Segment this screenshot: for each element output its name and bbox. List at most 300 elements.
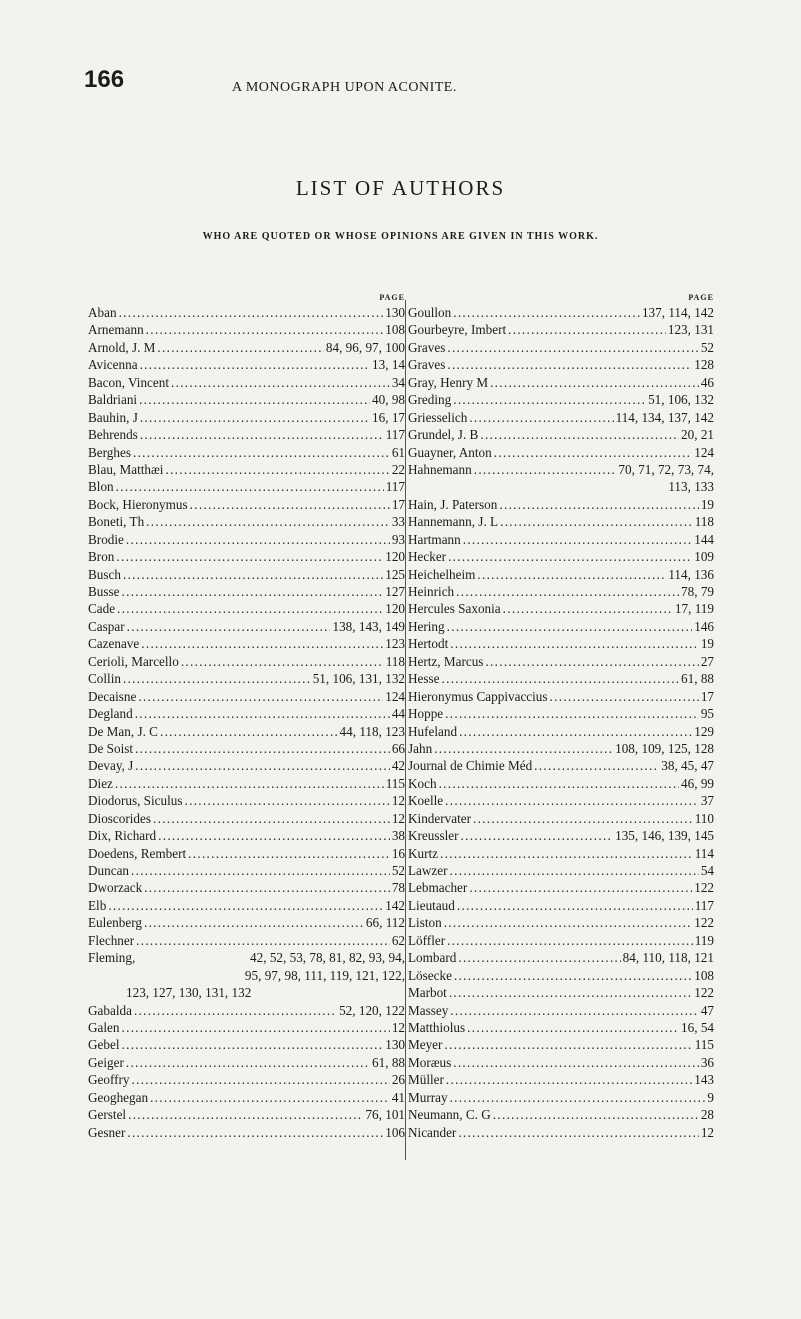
dot-leader [445, 792, 699, 809]
page-references: 12 [700, 1124, 714, 1140]
page-references: 52 [700, 339, 714, 355]
author-name: Müller [408, 1072, 444, 1088]
dot-leader [442, 670, 680, 687]
author-entry [88, 862, 405, 879]
author-name: Cade [88, 601, 116, 617]
page-references: 37 [700, 793, 714, 809]
author-entry [408, 984, 714, 1001]
dot-leader [181, 653, 384, 670]
page-references: 142 [385, 897, 405, 913]
page-references: 44 [391, 706, 405, 722]
dot-leader [453, 304, 640, 321]
dot-leader [444, 914, 693, 931]
dot-leader [534, 757, 659, 774]
dot-leader [550, 688, 699, 705]
author-entry [88, 740, 405, 757]
dot-leader [141, 635, 383, 652]
author-name: Graves [408, 357, 446, 373]
page-references: 40, 98 [372, 392, 405, 408]
page-references: 110 [694, 810, 714, 826]
dot-leader [445, 705, 699, 722]
page-references: 66 [391, 740, 405, 756]
dot-leader [444, 1036, 692, 1053]
author-name: Lösecke [408, 967, 452, 983]
dot-leader [140, 426, 384, 443]
author-entry [408, 967, 714, 984]
page-references: 137, 114, 142 [641, 305, 714, 320]
author-name: Koelle [408, 793, 444, 809]
author-name: Löffler [408, 932, 446, 948]
dot-leader [456, 583, 679, 600]
page-references: 122 [694, 985, 714, 1001]
author-name: Gabalda [88, 1002, 132, 1018]
author-name: Hieronymus Cappivaccius [408, 688, 548, 704]
page-references: 16, 17 [372, 409, 405, 425]
dot-leader [499, 496, 698, 513]
dot-leader [446, 1071, 692, 1088]
author-name: Hertz, Marcus [408, 653, 484, 669]
page-references: 130 [385, 305, 405, 320]
author-entry [408, 374, 714, 391]
author-entry [88, 757, 405, 774]
right-author-column [408, 292, 714, 1141]
author-name: Hercules Saxonia [408, 601, 501, 617]
author-name: Hartmann [408, 531, 461, 547]
dot-leader [127, 618, 331, 635]
author-entry [88, 600, 405, 617]
author-entry [88, 1036, 405, 1053]
author-entry [88, 723, 405, 740]
author-name: Liston [408, 915, 442, 931]
author-name: Gourbeyre, Imbert [408, 322, 507, 338]
author-entry [408, 775, 714, 792]
page-references: 108, 109, 125, 128 [615, 740, 714, 756]
author-name: Eulenberg [88, 915, 142, 931]
author-entry [408, 740, 714, 757]
author-entry [408, 1089, 714, 1106]
author-entry [88, 1124, 405, 1141]
author-entry [88, 461, 405, 478]
author-name: Hertodt [408, 636, 449, 652]
page-references: 119 [694, 932, 714, 948]
page-references: 26 [391, 1072, 405, 1088]
author-entry [88, 792, 405, 809]
dot-leader [165, 461, 389, 478]
entry-continuation: 113, 133 [668, 479, 714, 495]
page-references: 28 [700, 1107, 714, 1123]
dot-leader [140, 409, 370, 426]
dot-leader [146, 513, 390, 530]
page-references: 117 [385, 479, 405, 495]
page-references: 9 [707, 1089, 714, 1105]
author-name: Avicenna [88, 357, 138, 373]
page-references: 146 [694, 618, 714, 634]
page-references: 120 [385, 601, 405, 617]
author-entry [88, 583, 405, 600]
author-name: Bock, Hieronymus [88, 496, 188, 512]
author-entry [88, 932, 405, 949]
page-references: 124 [694, 444, 714, 460]
author-name: Murray [408, 1089, 448, 1105]
author-entry [408, 304, 714, 321]
dot-leader [449, 984, 692, 1001]
dot-leader [132, 1071, 390, 1088]
page-references: 114 [694, 845, 714, 861]
author-entry [408, 635, 714, 652]
author-name: Lebmacher [408, 880, 468, 896]
page-references: 114, 136 [668, 566, 714, 582]
page-references: 115 [694, 1037, 714, 1053]
page-references: 47 [700, 1002, 714, 1018]
author-entry [408, 426, 714, 443]
page-references: 12 [391, 810, 405, 826]
author-entry [88, 827, 405, 844]
dot-leader [439, 775, 679, 792]
author-entry [408, 827, 714, 844]
author-entry [88, 914, 405, 931]
author-entry [88, 1089, 405, 1106]
dot-leader [469, 409, 613, 426]
page-references: 17, 119 [674, 601, 714, 617]
dot-leader [160, 723, 338, 740]
author-name: Lieutaud [408, 897, 455, 913]
dot-leader [450, 635, 699, 652]
author-name: Decaisne [88, 688, 137, 704]
author-name: Cerioli, Marcello [88, 653, 179, 669]
page-references: 128 [694, 357, 714, 373]
dot-leader [136, 932, 390, 949]
author-name: Moræus [408, 1054, 452, 1070]
author-name: Fleming, [88, 950, 136, 966]
author-name: Jahn [408, 740, 433, 756]
entry-continuation: 95, 97, 98, 111, 119, 121, 122, [244, 967, 405, 983]
dot-leader [122, 1019, 390, 1036]
page-references: 42 [391, 758, 405, 774]
dot-leader [135, 757, 390, 774]
dot-leader [139, 391, 370, 408]
author-name: Kurtz [408, 845, 439, 861]
dot-leader [450, 1089, 706, 1106]
dot-leader [150, 1089, 390, 1106]
left-author-column [88, 292, 405, 1141]
author-name: Bauhin, J [88, 409, 138, 425]
page-references: 117 [385, 427, 405, 443]
page-references: 16 [391, 845, 405, 861]
author-name: Blon [88, 479, 114, 495]
page-references: 78, 79 [681, 584, 714, 599]
page-references: 84, 96, 97, 100 [325, 339, 405, 355]
author-name: Journal de Chimie Méd [408, 758, 533, 774]
author-entry [408, 444, 714, 461]
author-entry [408, 705, 714, 722]
author-entry [408, 513, 714, 530]
author-name: Marbot [408, 985, 447, 1001]
author-name: Busse [88, 584, 120, 599]
author-entry [408, 757, 714, 774]
dot-leader [135, 740, 390, 757]
dot-leader [144, 914, 364, 931]
page-references: 17 [391, 496, 405, 512]
author-entry [408, 1124, 714, 1141]
author-entry [88, 409, 405, 426]
dot-leader [140, 356, 370, 373]
dot-leader [459, 723, 692, 740]
page-references: 117 [694, 897, 714, 913]
author-entry [408, 723, 714, 740]
author-entry [408, 1106, 714, 1123]
author-entry [408, 356, 714, 373]
dot-leader [447, 932, 693, 949]
page-references: 130 [385, 1037, 405, 1053]
author-entry [88, 810, 405, 827]
page-references: 13, 14 [372, 357, 405, 373]
dot-leader [503, 600, 673, 617]
dot-leader [440, 845, 693, 862]
dot-leader [171, 374, 390, 391]
author-entry [88, 304, 405, 321]
author-entry [408, 531, 714, 548]
dot-leader [490, 374, 699, 391]
page-references: 19 [700, 636, 714, 652]
page-references: 52 [391, 863, 405, 878]
author-name: Blau, Matthæi [88, 461, 164, 477]
author-entry [408, 548, 714, 565]
author-name: Lombard [408, 950, 457, 966]
author-name: Griesselich [408, 409, 468, 425]
page-references: 84, 110, 118, 121 [622, 950, 714, 966]
author-name: Hesse [408, 671, 440, 687]
page-references: 138, 143, 149 [332, 618, 405, 634]
dot-leader [485, 653, 698, 670]
author-entry [408, 583, 714, 600]
author-name: Hahnemann [408, 461, 472, 477]
author-entry [408, 879, 714, 896]
author-entry [88, 566, 405, 583]
dot-leader [153, 810, 390, 827]
author-entry [88, 548, 405, 565]
dot-leader [122, 1036, 384, 1053]
author-name: Diodorus, Siculus [88, 793, 183, 809]
page-references: 108 [385, 322, 405, 338]
page-references: 115 [385, 775, 405, 791]
dot-leader [508, 321, 666, 338]
author-name: Dix, Richard [88, 828, 157, 844]
page-references: 143 [694, 1072, 714, 1088]
author-name: Diez [88, 775, 113, 791]
author-name: Caspar [88, 618, 125, 634]
page-references: 38 [391, 828, 405, 844]
dot-leader [474, 461, 617, 478]
author-name: Baldriani [88, 392, 138, 408]
page-references: 61, 88 [372, 1054, 405, 1070]
author-name: Behrends [88, 427, 138, 443]
dot-leader [135, 705, 390, 722]
author-entry [88, 444, 405, 461]
page-references: 27 [700, 653, 714, 669]
author-entry [88, 513, 405, 530]
author-name: Kreussler [408, 828, 459, 844]
author-name: Massey [408, 1002, 449, 1018]
author-name: Hain, J. Paterson [408, 496, 498, 512]
page-references: 93 [391, 531, 405, 547]
dot-leader [123, 670, 311, 687]
dot-leader [115, 775, 384, 792]
page-references: 38, 45, 47 [661, 758, 714, 774]
author-name: Dworzack [88, 880, 143, 896]
author-name: Dioscorides [88, 810, 151, 826]
dot-leader [185, 792, 390, 809]
author-entry [408, 566, 714, 583]
author-name: Hufeland [408, 723, 458, 739]
author-name: Greding [408, 392, 452, 408]
page-references: 76, 101 [365, 1107, 405, 1123]
author-name: Gerstel [88, 1107, 127, 1123]
column-header-page: PAGE [379, 293, 405, 302]
author-entry [408, 1054, 714, 1071]
dot-leader [134, 1002, 337, 1019]
dot-leader [434, 740, 613, 757]
dot-leader [126, 1054, 370, 1071]
page-references: 44, 118, 123 [339, 723, 405, 739]
dot-leader [144, 879, 390, 896]
list-subtitle: WHO ARE QUOTED OR WHOSE OPINIONS ARE GIVEN IN THIS WORK. [202, 231, 599, 242]
author-name: Aban [88, 305, 117, 320]
dot-leader [448, 548, 692, 565]
dot-leader [157, 339, 323, 356]
author-name: Cazenave [88, 636, 140, 652]
author-entry [408, 600, 714, 617]
dot-leader [458, 949, 620, 966]
author-name: Grundel, J. B [408, 427, 479, 443]
author-entry [408, 496, 714, 513]
author-entry [88, 897, 405, 914]
author-name: Hecker [408, 549, 447, 565]
author-entry [408, 1019, 714, 1036]
author-entry [408, 810, 714, 827]
author-entry [408, 932, 714, 949]
page-references: 41 [391, 1089, 405, 1105]
author-name: Neumann, C. G [408, 1107, 491, 1123]
page-references: 122 [694, 915, 714, 931]
page-references: 22 [391, 461, 405, 477]
dot-leader [128, 1106, 363, 1123]
dot-leader [126, 531, 390, 548]
dot-leader [116, 548, 383, 565]
author-name: De Man, J. C [88, 723, 158, 739]
author-name: Geoghegan [88, 1089, 149, 1105]
author-name: Graves [408, 339, 446, 355]
dot-leader [131, 862, 390, 879]
author-name: Gebel [88, 1037, 120, 1053]
page-references: 127 [385, 584, 405, 599]
page-references: 61, 88 [681, 671, 714, 687]
column-divider [405, 300, 406, 1160]
author-name: Hoppe [408, 706, 444, 722]
author-name: Bacon, Vincent [88, 374, 169, 390]
dot-leader [133, 444, 390, 461]
author-name: Galen [88, 1019, 120, 1035]
page-references: 109 [694, 549, 714, 565]
author-entry [408, 1002, 714, 1019]
dot-leader [450, 1002, 699, 1019]
page-references: 135, 146, 139, 145 [615, 828, 714, 844]
author-entry [408, 1071, 714, 1088]
dot-leader [453, 1054, 699, 1071]
author-entry [408, 461, 714, 478]
author-entry [88, 426, 405, 443]
author-name: Busch [88, 566, 121, 582]
author-entry [408, 391, 714, 408]
author-name: Brodie [88, 531, 124, 547]
page-number: 166 [84, 66, 125, 93]
page-references: 118 [385, 653, 405, 669]
author-entry [88, 845, 405, 862]
dot-leader [138, 688, 383, 705]
page-references: 42, 52, 53, 78, 81, 82, 93, 94, [250, 950, 405, 966]
dot-leader [458, 1124, 698, 1141]
column-header-page: PAGE [688, 293, 714, 302]
page-references: 51, 106, 132 [648, 392, 714, 408]
page-references: 129 [694, 723, 714, 739]
page-references: 52, 120, 122 [339, 1002, 405, 1018]
author-entry [88, 635, 405, 652]
author-entry [408, 618, 714, 635]
page-references: 16, 54 [681, 1019, 714, 1035]
author-entry [88, 653, 405, 670]
author-name: Arnemann [88, 322, 144, 338]
page-references: 46, 99 [681, 775, 714, 791]
author-entry [88, 670, 405, 687]
page-references: 120 [385, 549, 405, 565]
author-entry [408, 1036, 714, 1053]
dot-leader [127, 1124, 383, 1141]
author-entry [88, 949, 405, 966]
dot-leader [493, 1106, 699, 1123]
author-entry [88, 618, 405, 635]
author-name: De Soist [88, 740, 134, 756]
author-entry [408, 409, 714, 426]
author-name: Duncan [88, 863, 130, 878]
dot-leader [108, 897, 383, 914]
dot-leader [447, 618, 693, 635]
dot-leader [467, 1019, 679, 1036]
page-references: 78 [391, 880, 405, 896]
author-entry [88, 356, 405, 373]
dot-leader [454, 967, 692, 984]
dot-leader [500, 513, 693, 530]
page-references: 95 [700, 706, 714, 722]
author-entry [88, 1106, 405, 1123]
author-entry [88, 531, 405, 548]
page-references: 54 [700, 863, 714, 878]
author-entry [408, 339, 714, 356]
dot-leader [447, 356, 692, 373]
author-name: Heichelheim [408, 566, 476, 582]
author-name: Goullon [408, 305, 452, 320]
author-entry [408, 897, 714, 914]
author-name: Lawzer [408, 863, 448, 878]
author-name: Geoffry [88, 1072, 130, 1088]
dot-leader [453, 391, 646, 408]
author-name: Koch [408, 775, 437, 791]
author-name: Kindervater [408, 810, 471, 826]
page-references: 123, 131 [667, 322, 714, 338]
author-name: Arnold, J. M [88, 339, 156, 355]
dot-leader [473, 810, 693, 827]
author-entry [88, 705, 405, 722]
author-entry [88, 374, 405, 391]
dot-leader [122, 583, 384, 600]
